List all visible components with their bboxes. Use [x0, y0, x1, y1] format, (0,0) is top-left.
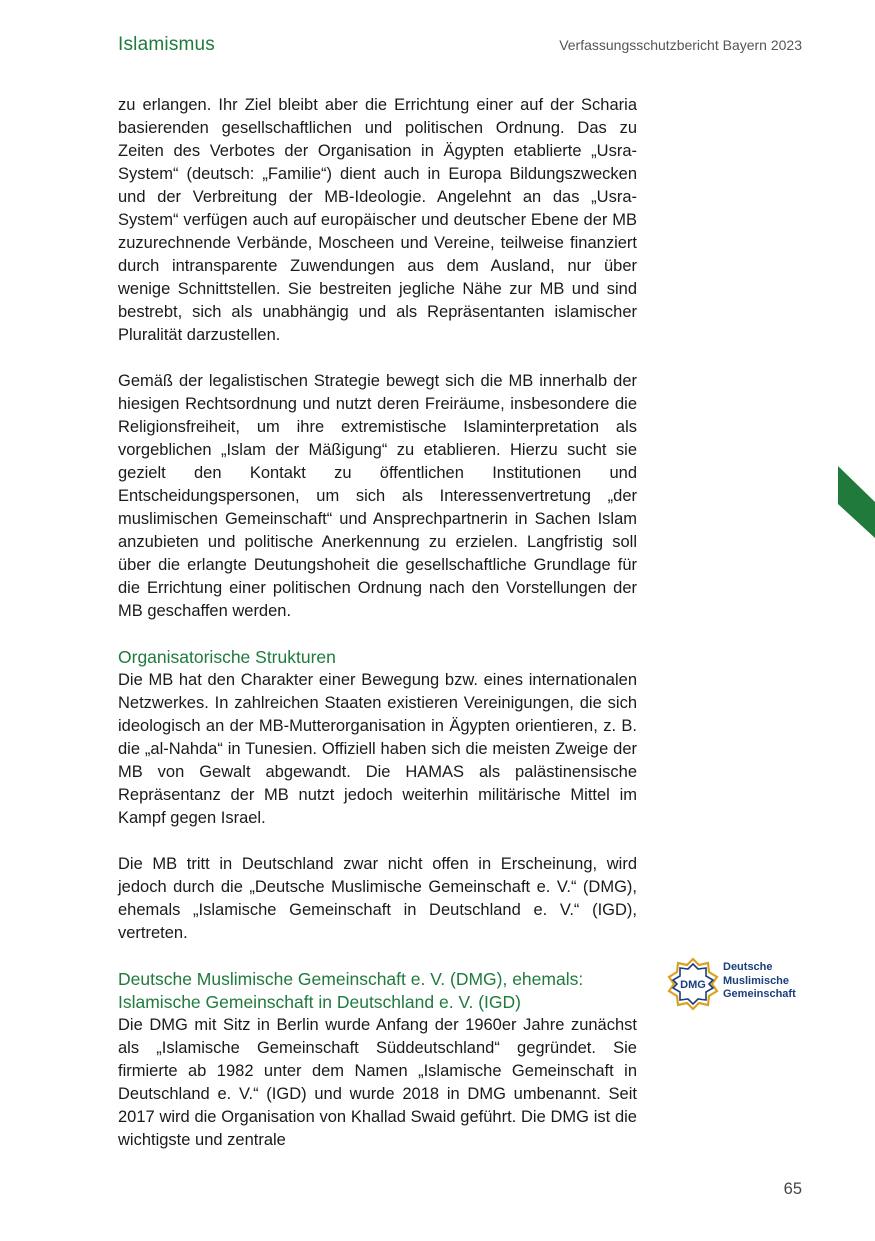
- heading-dmg-line1: Deutsche Muslimische Gemeinschaft e. V. (DMG), ehemals:: [118, 969, 584, 989]
- chapter-tab-marker: [838, 466, 875, 538]
- paragraph-legalistic-strategy: Gemäß der legalistischen Strategie bewegt sich die MB innerhalb der hiesigen Rechtsordnung und nutzt deren Freiräume, insbesondere die Religionsfreiheit, um ihre extremistische Islaminterpretation als vorgeblichen „Islam der Mäßigung“ zu etablieren. Hierzu sucht sie gezielt den Kontakt zu öffentlichen Institutionen und Entscheidungspersonen, um sich als Interessenvertretung „der muslimischen Gemeinschaft“ und Ansprechpartnerin in Sachen Islam anzubieten und politische Anerkennung zu erzielen. Langfristig soll über die erlangte Deutungshoheit die gesellschaftliche Grundlage für die Errichtung einer politischen Ordnung nach den Vorstellungen der MB geschaffen werden.: [118, 372, 637, 620]
- heading-dmg-line2: Islamische Gemeinschaft in Deutschland e. V. (IGD): [118, 992, 521, 1012]
- logo-abbreviation: DMG: [680, 979, 706, 991]
- heading-organizational-structures: Organisatorische Strukturen: [118, 647, 336, 667]
- heading-dmg: [118, 968, 637, 1014]
- logo-line-2: Muslimische: [723, 974, 790, 987]
- paragraph-usra-system: zu erlangen. Ihr Ziel bleibt aber die Errichtung einer auf der Scharia basierenden gesellschaftlichen und politischen Ordnung. Das zu Zeiten des Verbotes der Organisation in Ägypten etablierte „Usra-System“ (deutsch: „Familie“) dient auch in Europa Bildungszwecken und der Verbreitung der MB-Ideologie. Angelehnt an das „Usra-System“ verfügen auch auf europäischer und deutscher Ebene der MB zuzurechnende Verbände, Moscheen und Vereine, teilweise finanziert durch intransparente Zuwendungen aus dem Ausland, nur über wenige Schnittstellen. Sie bestreiten jegliche Nähe zur MB und sind bestrebt, sich als unabhängig und als Repräsentanten islamischer Pluralität darzustellen.: [118, 96, 637, 344]
- logo-wordmark: [723, 961, 796, 1002]
- publication-title: Verfassungsschutzbericht Bayern 2023: [559, 37, 802, 53]
- dmg-logo: [666, 957, 816, 1017]
- section-title: Islamismus: [118, 34, 216, 55]
- dmg-emblem-icon: [666, 957, 720, 1011]
- logo-line-3: Gemeinschaft: [723, 988, 796, 1000]
- page-number: 65: [783, 1180, 802, 1198]
- logo-line-1: Deutsche: [723, 961, 773, 973]
- paragraph-dmg-intro: Die MB tritt in Deutschland zwar nicht offen in Erscheinung, wird jedoch durch die „Deutsche Muslimische Gemeinschaft e. V.“ (DMG), ehemals „Islamische Gemeinschaft in Deutschland e. V.“ (IGD), vertreten.: [118, 855, 637, 942]
- main-text: [118, 94, 637, 1152]
- paragraph-dmg-history: Die DMG mit Sitz in Berlin wurde Anfang der 1960er Jahre zunächst als „Islamische Gemeinschaft Süddeutschland“ gegründet. Sie firmierte ab 1982 unter dem Namen „Islamische Gemeinschaft in Deutschland e. V.“ (IGD) und wurde 2018 in DMG umbenannt. Seit 2017 wird die Organisation von Khallad Swaid geführt. Die DMG ist die wichtigste und zentrale: [118, 1016, 637, 1149]
- paragraph-network: Die MB hat den Charakter einer Bewegung bzw. eines internationalen Netzwerkes. In zahlreichen Staaten existieren Vereinigungen, die sich ideologisch an der MB-Mutterorganisation in Ägypten orientieren, z. B. die „al-Nahda“ in Tunesien. Offiziell haben sich die meisten Zweige der MB von Gewalt abgewandt. Die HAMAS als palästinensische Repräsentanz der MB nutzt jedoch weiterhin militärische Mittel im Kampf gegen Israel.: [118, 671, 637, 827]
